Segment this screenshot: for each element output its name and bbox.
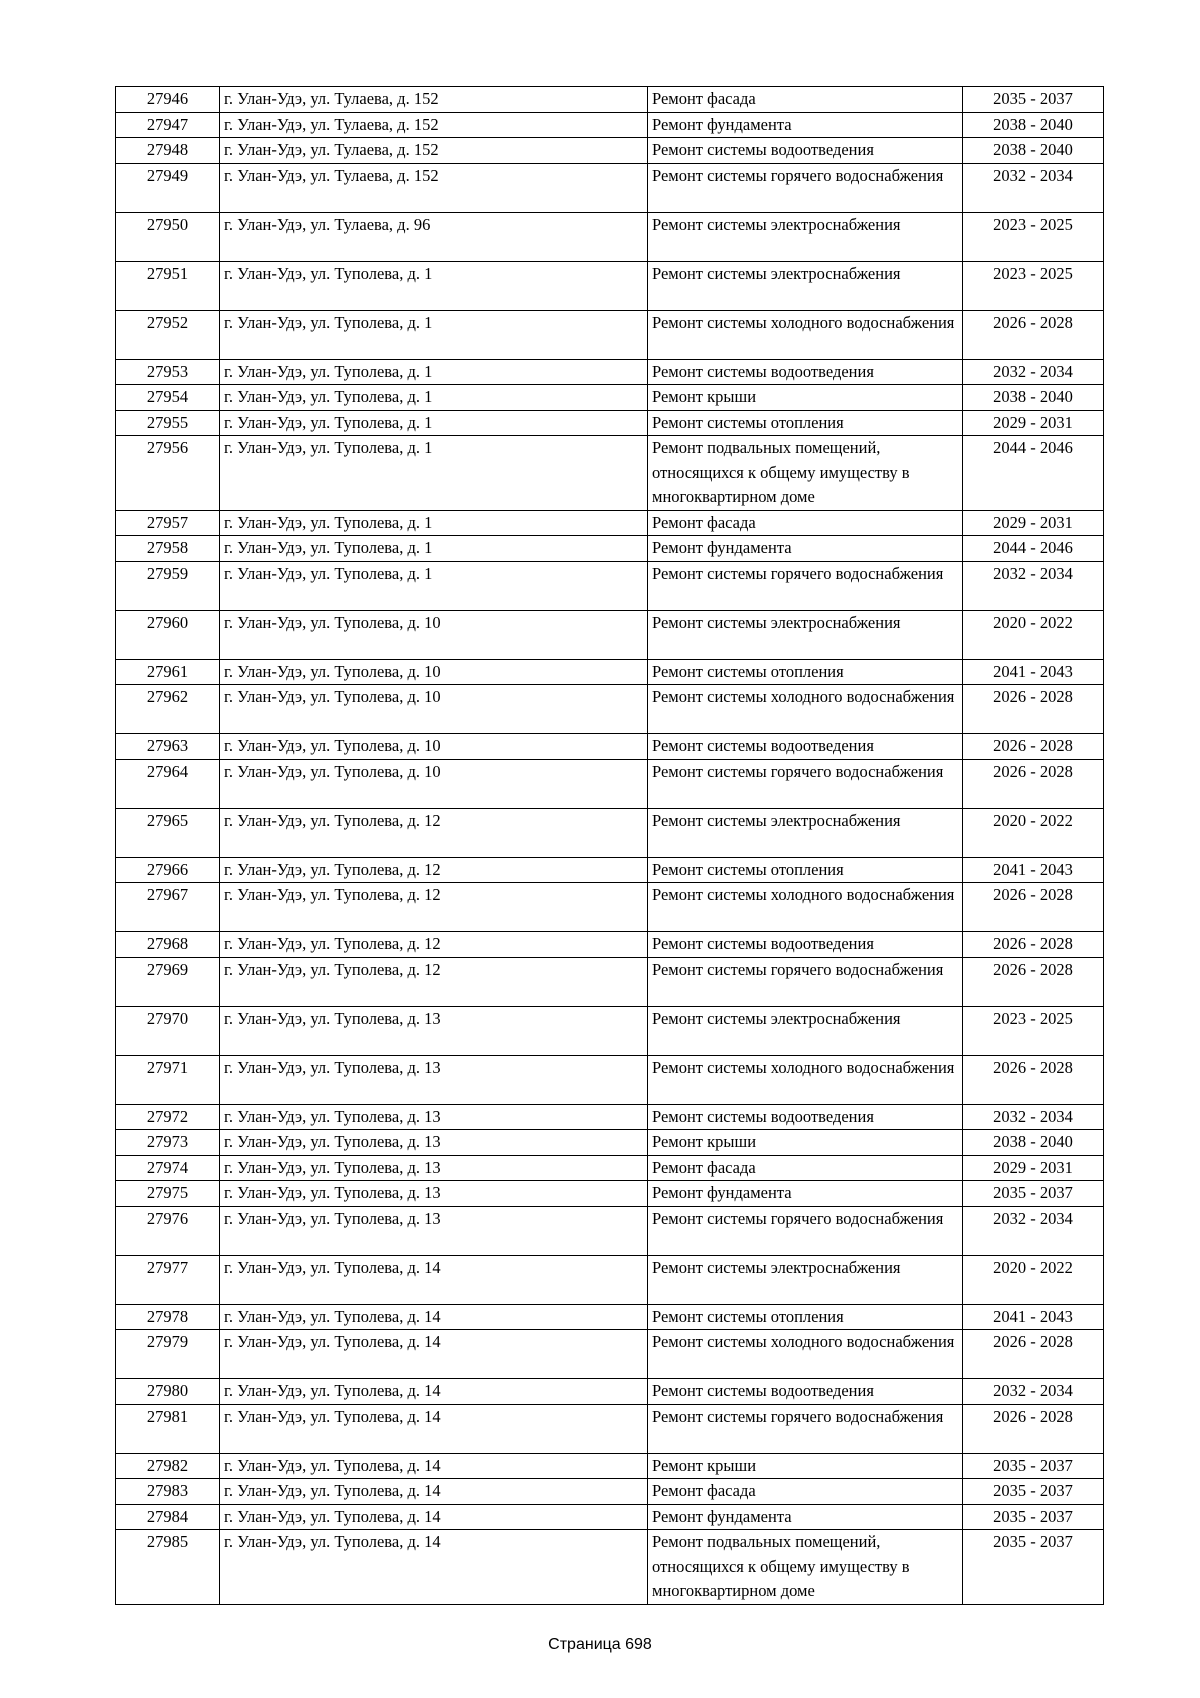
cell-id: 27967 bbox=[116, 883, 220, 932]
cell-address: г. Улан-Удэ, ул. Туполева, д. 10 bbox=[220, 610, 648, 659]
table-row bbox=[116, 561, 1104, 610]
cell-address: г. Улан-Удэ, ул. Туполева, д. 1 bbox=[220, 310, 648, 359]
cell-period: 2032 - 2034 bbox=[963, 561, 1104, 610]
cell-address: г. Улан-Удэ, ул. Туполева, д. 10 bbox=[220, 685, 648, 734]
cell-work-type: Ремонт фасада bbox=[648, 1479, 963, 1505]
cell-address: г. Улан-Удэ, ул. Туполева, д. 14 bbox=[220, 1379, 648, 1405]
cell-address: г. Улан-Удэ, ул. Тулаева, д. 152 bbox=[220, 112, 648, 138]
table-row bbox=[116, 734, 1104, 760]
table-row bbox=[116, 87, 1104, 113]
cell-work-type: Ремонт фасада bbox=[648, 87, 963, 113]
cell-work-type: Ремонт системы отопления bbox=[648, 857, 963, 883]
table-row bbox=[116, 1181, 1104, 1207]
cell-period: 2026 - 2028 bbox=[963, 1404, 1104, 1453]
cell-address: г. Улан-Удэ, ул. Туполева, д. 13 bbox=[220, 1055, 648, 1104]
cell-id: 27952 bbox=[116, 310, 220, 359]
cell-address: г. Улан-Удэ, ул. Тулаева, д. 96 bbox=[220, 212, 648, 261]
cell-id: 27985 bbox=[116, 1530, 220, 1605]
cell-id: 27975 bbox=[116, 1181, 220, 1207]
cell-id: 27980 bbox=[116, 1379, 220, 1405]
table-row bbox=[116, 536, 1104, 562]
cell-address: г. Улан-Удэ, ул. Туполева, д. 13 bbox=[220, 1155, 648, 1181]
cell-work-type: Ремонт системы водоотведения bbox=[648, 138, 963, 164]
cell-work-type: Ремонт системы водоотведения bbox=[648, 1104, 963, 1130]
table-row bbox=[116, 1304, 1104, 1330]
cell-address: г. Улан-Удэ, ул. Туполева, д. 1 bbox=[220, 536, 648, 562]
cell-id: 27979 bbox=[116, 1330, 220, 1379]
table-row bbox=[116, 610, 1104, 659]
cell-id: 27961 bbox=[116, 659, 220, 685]
cell-address: г. Улан-Удэ, ул. Туполева, д. 13 bbox=[220, 1181, 648, 1207]
table-row bbox=[116, 1404, 1104, 1453]
table-row bbox=[116, 261, 1104, 310]
cell-work-type: Ремонт системы горячего водоснабжения bbox=[648, 1206, 963, 1255]
cell-address: г. Улан-Удэ, ул. Туполева, д. 12 bbox=[220, 857, 648, 883]
cell-period: 2032 - 2034 bbox=[963, 1379, 1104, 1405]
cell-id: 27953 bbox=[116, 359, 220, 385]
cell-id: 27971 bbox=[116, 1055, 220, 1104]
cell-period: 2026 - 2028 bbox=[963, 957, 1104, 1006]
cell-work-type: Ремонт системы электроснабжения bbox=[648, 1006, 963, 1055]
cell-period: 2026 - 2028 bbox=[963, 759, 1104, 808]
cell-id: 27977 bbox=[116, 1255, 220, 1304]
page-number: Страница 698 bbox=[548, 1636, 652, 1653]
cell-id: 27962 bbox=[116, 685, 220, 734]
cell-work-type: Ремонт системы отопления bbox=[648, 1304, 963, 1330]
cell-address: г. Улан-Удэ, ул. Туполева, д. 10 bbox=[220, 759, 648, 808]
cell-id: 27972 bbox=[116, 1104, 220, 1130]
cell-address: г. Улан-Удэ, ул. Туполева, д. 12 bbox=[220, 808, 648, 857]
cell-period: 2038 - 2040 bbox=[963, 385, 1104, 411]
table-row bbox=[116, 436, 1104, 511]
table-row bbox=[116, 212, 1104, 261]
cell-address: г. Улан-Удэ, ул. Туполева, д. 12 bbox=[220, 932, 648, 958]
cell-address: г. Улан-Удэ, ул. Туполева, д. 14 bbox=[220, 1304, 648, 1330]
cell-period: 2035 - 2037 bbox=[963, 1530, 1104, 1605]
cell-period: 2026 - 2028 bbox=[963, 1055, 1104, 1104]
cell-work-type: Ремонт системы холодного водоснабжения bbox=[648, 1055, 963, 1104]
cell-address: г. Улан-Удэ, ул. Туполева, д. 1 bbox=[220, 436, 648, 511]
cell-period: 2032 - 2034 bbox=[963, 1104, 1104, 1130]
cell-period: 2023 - 2025 bbox=[963, 261, 1104, 310]
cell-work-type: Ремонт фундамента bbox=[648, 1504, 963, 1530]
cell-period: 2026 - 2028 bbox=[963, 310, 1104, 359]
cell-address: г. Улан-Удэ, ул. Туполева, д. 14 bbox=[220, 1255, 648, 1304]
cell-id: 27946 bbox=[116, 87, 220, 113]
cell-address: г. Улан-Удэ, ул. Туполева, д. 14 bbox=[220, 1404, 648, 1453]
cell-address: г. Улан-Удэ, ул. Туполева, д. 12 bbox=[220, 957, 648, 1006]
cell-work-type: Ремонт системы горячего водоснабжения bbox=[648, 1404, 963, 1453]
cell-id: 27958 bbox=[116, 536, 220, 562]
cell-id: 27960 bbox=[116, 610, 220, 659]
cell-address: г. Улан-Удэ, ул. Тулаева, д. 152 bbox=[220, 163, 648, 212]
cell-address: г. Улан-Удэ, ул. Туполева, д. 1 bbox=[220, 561, 648, 610]
cell-period: 2035 - 2037 bbox=[963, 87, 1104, 113]
repair-schedule-table bbox=[115, 86, 1104, 1605]
cell-work-type: Ремонт системы холодного водоснабжения bbox=[648, 1330, 963, 1379]
cell-id: 27978 bbox=[116, 1304, 220, 1330]
cell-period: 2029 - 2031 bbox=[963, 510, 1104, 536]
cell-period: 2026 - 2028 bbox=[963, 685, 1104, 734]
table-row bbox=[116, 1453, 1104, 1479]
table-row bbox=[116, 1479, 1104, 1505]
cell-work-type: Ремонт системы электроснабжения bbox=[648, 808, 963, 857]
cell-id: 27951 bbox=[116, 261, 220, 310]
cell-period: 2026 - 2028 bbox=[963, 883, 1104, 932]
cell-work-type: Ремонт системы водоотведения bbox=[648, 734, 963, 760]
cell-work-type: Ремонт фундамента bbox=[648, 112, 963, 138]
cell-id: 27949 bbox=[116, 163, 220, 212]
cell-address: г. Улан-Удэ, ул. Туполева, д. 13 bbox=[220, 1206, 648, 1255]
table-row bbox=[116, 808, 1104, 857]
table-row bbox=[116, 659, 1104, 685]
cell-address: г. Улан-Удэ, ул. Туполева, д. 12 bbox=[220, 883, 648, 932]
cell-period: 2023 - 2025 bbox=[963, 212, 1104, 261]
cell-address: г. Улан-Удэ, ул. Туполева, д. 14 bbox=[220, 1530, 648, 1605]
cell-period: 2026 - 2028 bbox=[963, 1330, 1104, 1379]
cell-period: 2038 - 2040 bbox=[963, 138, 1104, 164]
cell-id: 27976 bbox=[116, 1206, 220, 1255]
cell-work-type: Ремонт крыши bbox=[648, 1453, 963, 1479]
cell-period: 2035 - 2037 bbox=[963, 1504, 1104, 1530]
cell-period: 2020 - 2022 bbox=[963, 808, 1104, 857]
cell-period: 2032 - 2034 bbox=[963, 359, 1104, 385]
cell-period: 2044 - 2046 bbox=[963, 536, 1104, 562]
cell-id: 27965 bbox=[116, 808, 220, 857]
table-row bbox=[116, 1055, 1104, 1104]
cell-id: 27966 bbox=[116, 857, 220, 883]
cell-work-type: Ремонт системы электроснабжения bbox=[648, 212, 963, 261]
cell-period: 2038 - 2040 bbox=[963, 1130, 1104, 1156]
cell-work-type: Ремонт системы холодного водоснабжения bbox=[648, 310, 963, 359]
cell-id: 27957 bbox=[116, 510, 220, 536]
table-row bbox=[116, 1206, 1104, 1255]
table-row bbox=[116, 112, 1104, 138]
cell-work-type: Ремонт фасада bbox=[648, 1155, 963, 1181]
cell-work-type: Ремонт системы электроснабжения bbox=[648, 1255, 963, 1304]
cell-id: 27950 bbox=[116, 212, 220, 261]
cell-period: 2041 - 2043 bbox=[963, 857, 1104, 883]
table-row bbox=[116, 685, 1104, 734]
table-row bbox=[116, 957, 1104, 1006]
cell-id: 27984 bbox=[116, 1504, 220, 1530]
cell-id: 27974 bbox=[116, 1155, 220, 1181]
cell-id: 27982 bbox=[116, 1453, 220, 1479]
cell-id: 27983 bbox=[116, 1479, 220, 1505]
cell-address: г. Улан-Удэ, ул. Туполева, д. 13 bbox=[220, 1130, 648, 1156]
cell-work-type: Ремонт системы горячего водоснабжения bbox=[648, 561, 963, 610]
cell-period: 2032 - 2034 bbox=[963, 1206, 1104, 1255]
table-row bbox=[116, 1504, 1104, 1530]
cell-period: 2020 - 2022 bbox=[963, 610, 1104, 659]
cell-address: г. Улан-Удэ, ул. Тулаева, д. 152 bbox=[220, 87, 648, 113]
table-row bbox=[116, 1379, 1104, 1405]
cell-id: 27948 bbox=[116, 138, 220, 164]
table-row bbox=[116, 1104, 1104, 1130]
cell-address: г. Улан-Удэ, ул. Туполева, д. 14 bbox=[220, 1504, 648, 1530]
table-row bbox=[116, 857, 1104, 883]
cell-address: г. Улан-Удэ, ул. Туполева, д. 13 bbox=[220, 1104, 648, 1130]
cell-period: 2026 - 2028 bbox=[963, 932, 1104, 958]
cell-work-type: Ремонт фасада bbox=[648, 510, 963, 536]
cell-period: 2026 - 2028 bbox=[963, 734, 1104, 760]
table-row bbox=[116, 385, 1104, 411]
cell-address: г. Улан-Удэ, ул. Туполева, д. 10 bbox=[220, 659, 648, 685]
cell-id: 27968 bbox=[116, 932, 220, 958]
table-row bbox=[116, 932, 1104, 958]
table-row bbox=[116, 510, 1104, 536]
table-row bbox=[116, 1155, 1104, 1181]
cell-id: 27956 bbox=[116, 436, 220, 511]
table-row bbox=[116, 163, 1104, 212]
cell-id: 27955 bbox=[116, 410, 220, 436]
cell-work-type: Ремонт подвальных помещений, относящихся к общему имуществу в многоквартирном доме bbox=[648, 1530, 963, 1605]
cell-period: 2032 - 2034 bbox=[963, 163, 1104, 212]
cell-work-type: Ремонт системы отопления bbox=[648, 659, 963, 685]
cell-address: г. Улан-Удэ, ул. Туполева, д. 1 bbox=[220, 510, 648, 536]
table-row bbox=[116, 1130, 1104, 1156]
cell-period: 2029 - 2031 bbox=[963, 410, 1104, 436]
cell-period: 2041 - 2043 bbox=[963, 659, 1104, 685]
cell-period: 2029 - 2031 bbox=[963, 1155, 1104, 1181]
cell-work-type: Ремонт системы горячего водоснабжения bbox=[648, 957, 963, 1006]
cell-work-type: Ремонт системы водоотведения bbox=[648, 1379, 963, 1405]
cell-period: 2038 - 2040 bbox=[963, 112, 1104, 138]
table-row bbox=[116, 1530, 1104, 1605]
cell-period: 2035 - 2037 bbox=[963, 1181, 1104, 1207]
cell-work-type: Ремонт подвальных помещений, относящихся к общему имуществу в многоквартирном доме bbox=[648, 436, 963, 511]
cell-id: 27964 bbox=[116, 759, 220, 808]
cell-period: 2035 - 2037 bbox=[963, 1453, 1104, 1479]
cell-work-type: Ремонт крыши bbox=[648, 1130, 963, 1156]
cell-work-type: Ремонт крыши bbox=[648, 385, 963, 411]
cell-work-type: Ремонт фундамента bbox=[648, 536, 963, 562]
cell-id: 27963 bbox=[116, 734, 220, 760]
cell-work-type: Ремонт системы горячего водоснабжения bbox=[648, 163, 963, 212]
cell-address: г. Улан-Удэ, ул. Туполева, д. 1 bbox=[220, 359, 648, 385]
table-row bbox=[116, 138, 1104, 164]
table-row bbox=[116, 359, 1104, 385]
cell-address: г. Улан-Удэ, ул. Туполева, д. 13 bbox=[220, 1006, 648, 1055]
cell-address: г. Улан-Удэ, ул. Туполева, д. 1 bbox=[220, 410, 648, 436]
cell-address: г. Улан-Удэ, ул. Туполева, д. 1 bbox=[220, 261, 648, 310]
cell-address: г. Улан-Удэ, ул. Туполева, д. 1 bbox=[220, 385, 648, 411]
cell-address: г. Улан-Удэ, ул. Туполева, д. 14 bbox=[220, 1453, 648, 1479]
cell-id: 27973 bbox=[116, 1130, 220, 1156]
cell-address: г. Улан-Удэ, ул. Туполева, д. 10 bbox=[220, 734, 648, 760]
cell-work-type: Ремонт системы водоотведения bbox=[648, 359, 963, 385]
cell-id: 27959 bbox=[116, 561, 220, 610]
cell-work-type: Ремонт системы электроснабжения bbox=[648, 610, 963, 659]
cell-period: 2035 - 2037 bbox=[963, 1479, 1104, 1505]
cell-period: 2044 - 2046 bbox=[963, 436, 1104, 511]
cell-id: 27969 bbox=[116, 957, 220, 1006]
cell-address: г. Улан-Удэ, ул. Туполева, д. 14 bbox=[220, 1330, 648, 1379]
table-row bbox=[116, 310, 1104, 359]
cell-address: г. Улан-Удэ, ул. Туполева, д. 14 bbox=[220, 1479, 648, 1505]
cell-work-type: Ремонт системы отопления bbox=[648, 410, 963, 436]
table-row bbox=[116, 1006, 1104, 1055]
table-row bbox=[116, 1330, 1104, 1379]
cell-work-type: Ремонт системы холодного водоснабжения bbox=[648, 685, 963, 734]
table-row bbox=[116, 1255, 1104, 1304]
cell-period: 2023 - 2025 bbox=[963, 1006, 1104, 1055]
cell-work-type: Ремонт системы водоотведения bbox=[648, 932, 963, 958]
table-row bbox=[116, 410, 1104, 436]
table-row bbox=[116, 759, 1104, 808]
cell-id: 27981 bbox=[116, 1404, 220, 1453]
cell-work-type: Ремонт системы холодного водоснабжения bbox=[648, 883, 963, 932]
cell-work-type: Ремонт системы горячего водоснабжения bbox=[648, 759, 963, 808]
cell-period: 2041 - 2043 bbox=[963, 1304, 1104, 1330]
table-body bbox=[116, 87, 1104, 1605]
table-row bbox=[116, 883, 1104, 932]
cell-id: 27970 bbox=[116, 1006, 220, 1055]
cell-work-type: Ремонт системы электроснабжения bbox=[648, 261, 963, 310]
cell-period: 2020 - 2022 bbox=[963, 1255, 1104, 1304]
cell-address: г. Улан-Удэ, ул. Тулаева, д. 152 bbox=[220, 138, 648, 164]
cell-work-type: Ремонт фундамента bbox=[648, 1181, 963, 1207]
cell-id: 27947 bbox=[116, 112, 220, 138]
cell-id: 27954 bbox=[116, 385, 220, 411]
